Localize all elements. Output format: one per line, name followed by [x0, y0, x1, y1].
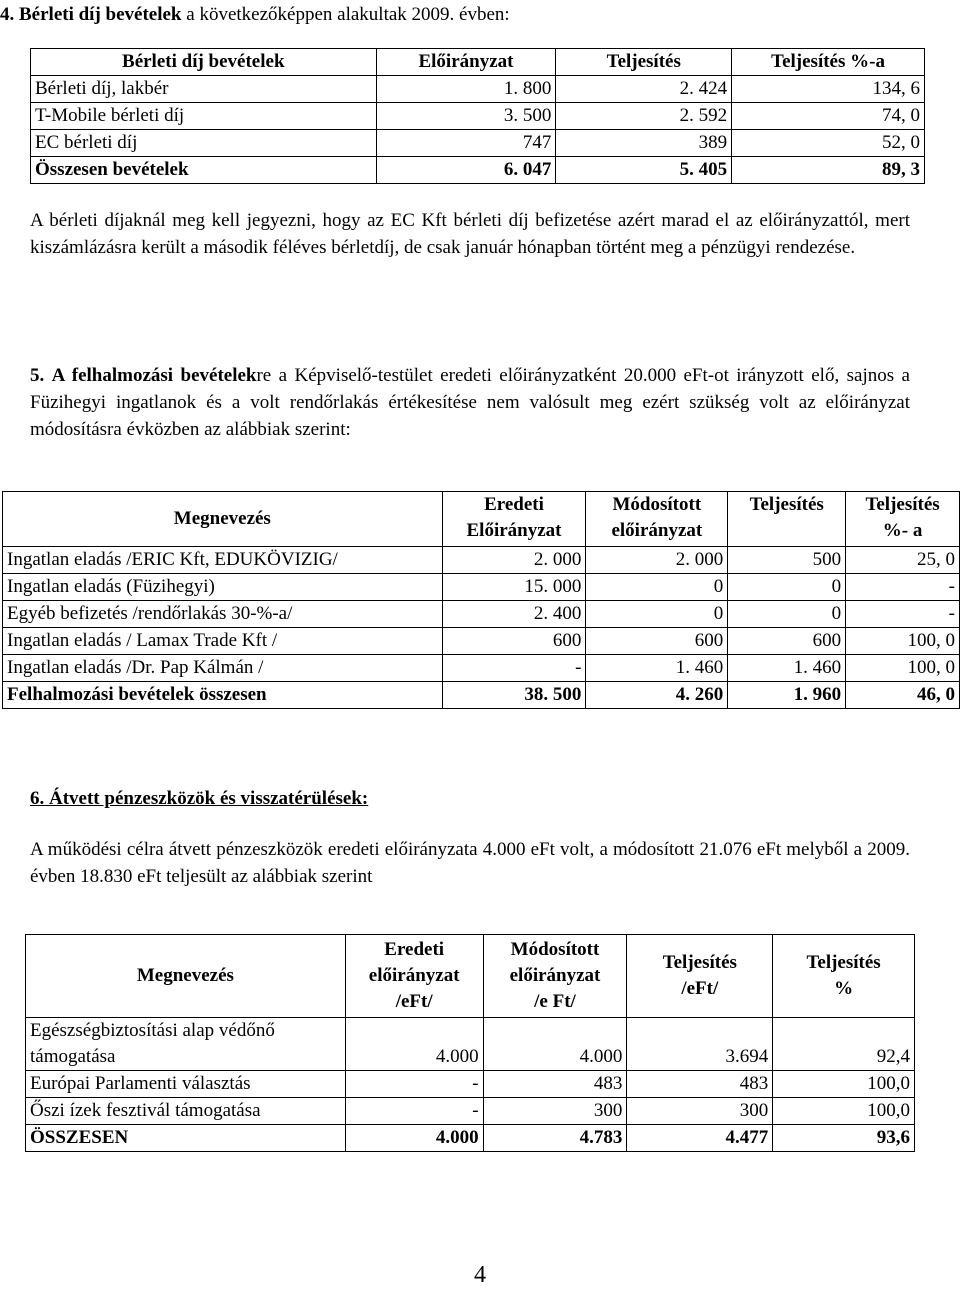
row-label: ÖSSZESEN — [26, 1125, 346, 1152]
header-cell: Teljesítés %-a — [732, 49, 925, 76]
value-cell: 1. 800 — [376, 76, 556, 103]
value-cell: 3. 500 — [376, 103, 556, 130]
value-cell: 2. 424 — [556, 76, 732, 103]
value-cell: 4.000 — [483, 1044, 627, 1071]
value-cell: 483 — [627, 1071, 773, 1098]
value-cell: 134, 6 — [732, 76, 925, 103]
total-row — [3, 682, 960, 709]
header-line: Megnevezés — [173, 508, 271, 529]
header-cell — [586, 492, 728, 547]
section-5-number: 5. — [30, 365, 45, 386]
table-row — [3, 601, 960, 628]
table-row — [3, 547, 960, 574]
row-label: EC bérleti díj — [31, 130, 377, 157]
section-4-number: 4. — [0, 4, 15, 25]
value-cell: - — [345, 1071, 483, 1098]
header-cell: Teljesítés — [556, 49, 732, 76]
header-line: /eFt/ — [395, 991, 433, 1012]
header-line: /eFt/ — [681, 978, 719, 999]
value-cell: 4.477 — [627, 1125, 773, 1152]
value-cell: 15. 000 — [442, 574, 586, 601]
value-cell: 2. 000 — [442, 547, 586, 574]
value-cell — [627, 1018, 773, 1045]
page-number: 4 — [474, 1262, 486, 1288]
value-cell: 1. 460 — [586, 655, 728, 682]
rental-note-paragraph: A bérleti díjaknál meg kell jegyezni, hogy az EC Kft bérleti díj befizetése azért marad el az előirányzattól, mert kiszámlázásra került a második féléves bérletdíj, de csak január hónapban történt meg a pénzügyi rendezése. — [30, 210, 910, 258]
header-cell — [846, 492, 960, 547]
value-cell: 600 — [442, 628, 586, 655]
table-row — [31, 76, 925, 103]
value-cell: 1. 460 — [728, 655, 846, 682]
header-cell — [442, 492, 586, 547]
header-cell — [3, 492, 443, 547]
section-5-paragraph — [30, 362, 910, 443]
table-row — [26, 1098, 915, 1125]
section-5-title-bold: A felhalmozási bevételek — [51, 365, 257, 386]
capital-income-table — [2, 491, 960, 709]
header-line: Teljesítés — [865, 494, 940, 515]
value-cell: 300 — [483, 1098, 627, 1125]
header-line: Teljesítés — [662, 952, 737, 973]
header-cell — [26, 935, 346, 1018]
value-cell: 2. 000 — [586, 547, 728, 574]
header-line: előirányzat — [611, 520, 703, 541]
row-label: Ingatlan eladás /ERIC Kft, EDUKÖVIZIG/ — [3, 547, 443, 574]
header-cell: Bérleti díj bevételek — [31, 49, 377, 76]
header-line: Eredeti — [384, 939, 445, 960]
value-cell: 74, 0 — [732, 103, 925, 130]
row-label: támogatása — [26, 1044, 346, 1071]
value-cell: 89, 3 — [732, 157, 925, 184]
value-cell: 0 — [728, 574, 846, 601]
table-row — [3, 574, 960, 601]
value-cell: 0 — [586, 574, 728, 601]
table-row — [26, 1044, 915, 1071]
value-cell: 38. 500 — [442, 682, 586, 709]
section-6-paragraph: A működési célra átvett pénzeszközök eredeti előirányzata 4.000 eFt volt, a módosított 21.076 eFt melyből a 2009. évben 18.830 eFt teljesült az alábbiak szerint — [30, 839, 910, 887]
row-label: Ingatlan eladás (Füzihegyi) — [3, 574, 443, 601]
value-cell: - — [345, 1098, 483, 1125]
value-cell: 389 — [556, 130, 732, 157]
value-cell: 0 — [728, 601, 846, 628]
header-line: Megnevezés — [136, 965, 234, 986]
table-header-row — [3, 492, 960, 547]
transferred-funds-table — [25, 934, 915, 1152]
value-cell: 600 — [728, 628, 846, 655]
value-cell: 0 — [586, 601, 728, 628]
header-cell — [773, 935, 915, 1018]
value-cell: 100, 0 — [846, 628, 960, 655]
header-line: %- a — [882, 520, 923, 541]
header-line: Módosított — [612, 494, 702, 515]
value-cell: - — [846, 601, 960, 628]
section-5-text: re a Képviselő-testület eredeti előirányzatként 20.000 eFt-ot irányzott elő, sajnos a Füzihegyi ingatlanok és a volt rendőrlakás értékesítése nem valósult meg ezért szükség volt az előirányzat módosításra évközben az alábbiak szerint: — [30, 365, 910, 440]
row-label: Felhalmozási bevételek összesen — [3, 682, 443, 709]
header-line: Eredeti — [484, 494, 544, 515]
header-cell — [627, 935, 773, 1018]
value-cell: 92,4 — [773, 1044, 915, 1071]
header-line: % — [834, 978, 854, 999]
value-cell: 2. 592 — [556, 103, 732, 130]
header-line: Teljesítés — [749, 494, 824, 515]
row-label: Összesen bevételek — [31, 157, 377, 184]
row-label: Egyéb befizetés /rendőrlakás 30-%-a/ — [3, 601, 443, 628]
row-label: Ingatlan eladás /Dr. Pap Kálmán / — [3, 655, 443, 682]
value-cell: 3.694 — [627, 1044, 773, 1071]
value-cell: 1. 960 — [728, 682, 846, 709]
header-line: előirányzat — [368, 965, 460, 986]
row-label: Európai Parlamenti választás — [26, 1071, 346, 1098]
value-cell: 2. 400 — [442, 601, 586, 628]
total-row — [31, 157, 925, 184]
value-cell: 300 — [627, 1098, 773, 1125]
row-label: T-Mobile bérleti díj — [31, 103, 377, 130]
section-4-title-rest: a következőképpen alakultak 2009. évben: — [181, 4, 510, 25]
value-cell: 483 — [483, 1071, 627, 1098]
value-cell — [773, 1018, 915, 1045]
value-cell: 747 — [376, 130, 556, 157]
value-cell — [483, 1018, 627, 1045]
table-header-row — [31, 49, 925, 76]
header-line: Módosított — [510, 939, 600, 960]
table-row — [3, 628, 960, 655]
value-cell: 100, 0 — [846, 655, 960, 682]
value-cell: 25, 0 — [846, 547, 960, 574]
value-cell: 93,6 — [773, 1125, 915, 1152]
value-cell: - — [846, 574, 960, 601]
header-cell: Előirányzat — [376, 49, 556, 76]
value-cell: 600 — [586, 628, 728, 655]
header-cell — [483, 935, 627, 1018]
value-cell: 4.000 — [345, 1125, 483, 1152]
header-cell — [345, 935, 483, 1018]
value-cell: 4.000 — [345, 1044, 483, 1071]
row-label: Őszi ízek fesztivál támogatása — [26, 1098, 346, 1125]
header-cell — [728, 492, 846, 547]
value-cell: 100,0 — [773, 1071, 915, 1098]
section-4-title-bold: Bérleti díj bevételek — [19, 4, 182, 25]
table-row — [26, 1018, 915, 1045]
table-row — [26, 1071, 915, 1098]
value-cell: 5. 405 — [556, 157, 732, 184]
total-row — [26, 1125, 915, 1152]
value-cell — [345, 1018, 483, 1045]
rental-income-table — [30, 48, 925, 184]
table-row — [3, 655, 960, 682]
value-cell: 4. 260 — [586, 682, 728, 709]
section-4-heading — [0, 4, 510, 26]
row-label: Egészségbiztosítási alap védőnő — [26, 1018, 346, 1045]
header-line: előirányzat — [509, 965, 601, 986]
header-line: Teljesítés — [806, 952, 881, 973]
section-6-heading: 6. Átvett pénzeszközök és visszatérülések: — [30, 788, 369, 809]
row-label: Bérleti díj, lakbér — [31, 76, 377, 103]
value-cell: 500 — [728, 547, 846, 574]
table-row — [31, 103, 925, 130]
header-line: /e Ft/ — [534, 991, 576, 1012]
value-cell: 4.783 — [483, 1125, 627, 1152]
row-label: Ingatlan eladás / Lamax Trade Kft / — [3, 628, 443, 655]
table-header-row — [26, 935, 915, 1018]
header-line: Előirányzat — [466, 520, 562, 541]
table-row — [31, 130, 925, 157]
value-cell: 46, 0 — [846, 682, 960, 709]
value-cell: - — [442, 655, 586, 682]
value-cell: 100,0 — [773, 1098, 915, 1125]
value-cell: 6. 047 — [376, 157, 556, 184]
value-cell: 52, 0 — [732, 130, 925, 157]
